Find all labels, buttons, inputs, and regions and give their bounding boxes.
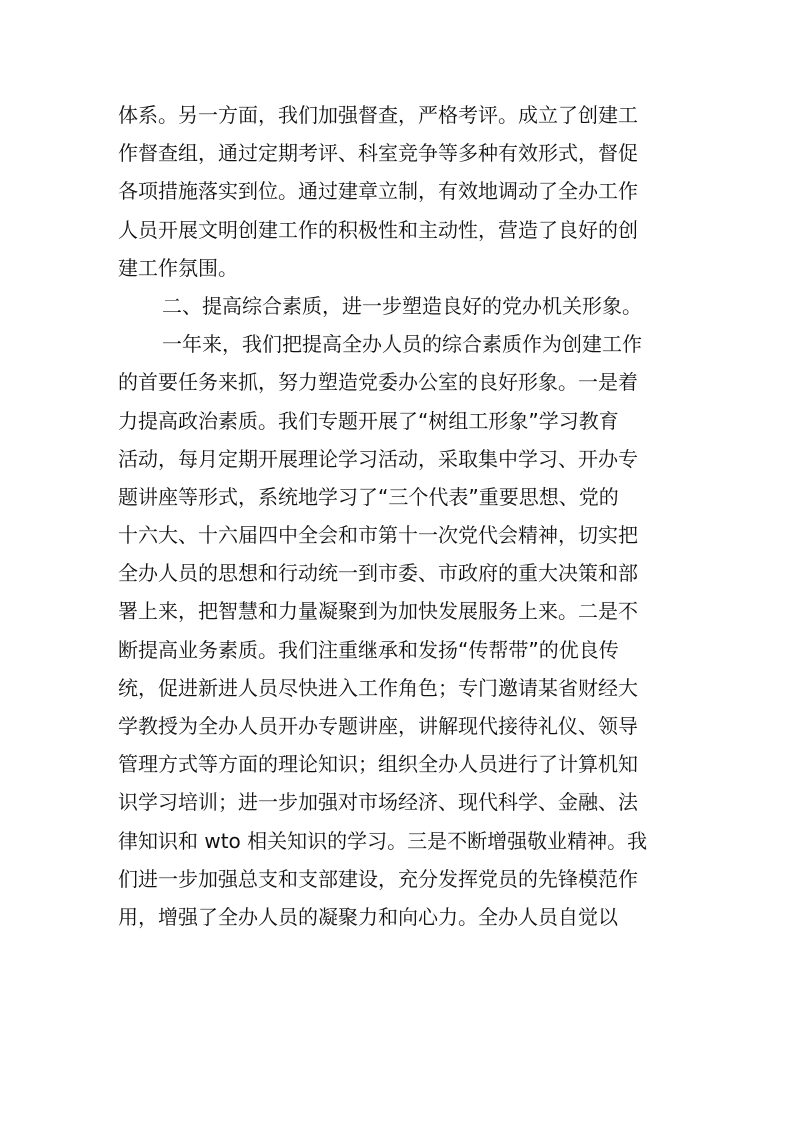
text-line: 人员开展文明创建工作的积极性和主动性，营造了良好的创 xyxy=(118,217,638,242)
text-line: 作督查组，通过定期考评、科室竞争等多种有效形式，督促 xyxy=(118,141,638,166)
text-line: 的首要任务来抓，努力塑造党委办公室的良好形象。一是着 xyxy=(118,370,638,395)
text-line: 活动，每月定期开展理论学习活动，采取集中学习、开办专 xyxy=(118,446,638,471)
text-line: 断提高业务素质。我们注重继承和发扬“传帮带”的优良传 xyxy=(118,637,619,662)
text-line: 署上来，把智慧和力量凝聚到为加快发展服务上来。二是不 xyxy=(118,599,638,624)
text-line: 全办人员的思想和行动统一到市委、市政府的重大决策和部 xyxy=(118,561,638,586)
text-line: 管理方式等方面的理论知识；组织全办人员进行了计算机知 xyxy=(118,752,638,777)
text-line: 用，增强了全办人员的凝聚力和向心力。全办人员自觉以 xyxy=(118,904,618,929)
text-line: 各项措施落实到位。通过建章立制，有效地调动了全办工作 xyxy=(118,179,638,204)
text-line: 律知识和 wto 相关知识的学习。三是不断增强敬业精神。我 xyxy=(118,828,648,853)
text-line: 们进一步加强总支和支部建设，充分发挥党员的先锋模范作 xyxy=(118,866,638,891)
text-line: 识学习培训；进一步加强对市场经济、现代科学、金融、法 xyxy=(118,790,638,815)
text-line: 学教授为全办人员开办专题讲座，讲解现代接待礼仪、领导 xyxy=(118,714,638,738)
section-heading: 二、提高综合素质，进一步塑造良好的党办机关形象。 xyxy=(162,293,642,318)
text-line: 力提高政治素质。我们专题开展了“树组工形象”学习教育 xyxy=(118,408,619,433)
document-body xyxy=(118,96,688,936)
paragraph-start-line: 一年来，我们把提高全办人员的综合素质作为创建工作 xyxy=(162,332,642,357)
text-line: 十六大、十六届四中全会和市第十一次党代会精神，切实把 xyxy=(118,523,638,548)
text-line: 体系。另一方面，我们加强督查，严格考评。成立了创建工 xyxy=(118,103,638,127)
text-line: 题讲座等形式，系统地学习了“三个代表”重要思想、党的 xyxy=(118,484,619,509)
text-line: 建工作氛围。 xyxy=(118,255,238,280)
text-line: 统，促进新进人员尽快进入工作角色；专门邀请某省财经大 xyxy=(118,675,638,700)
